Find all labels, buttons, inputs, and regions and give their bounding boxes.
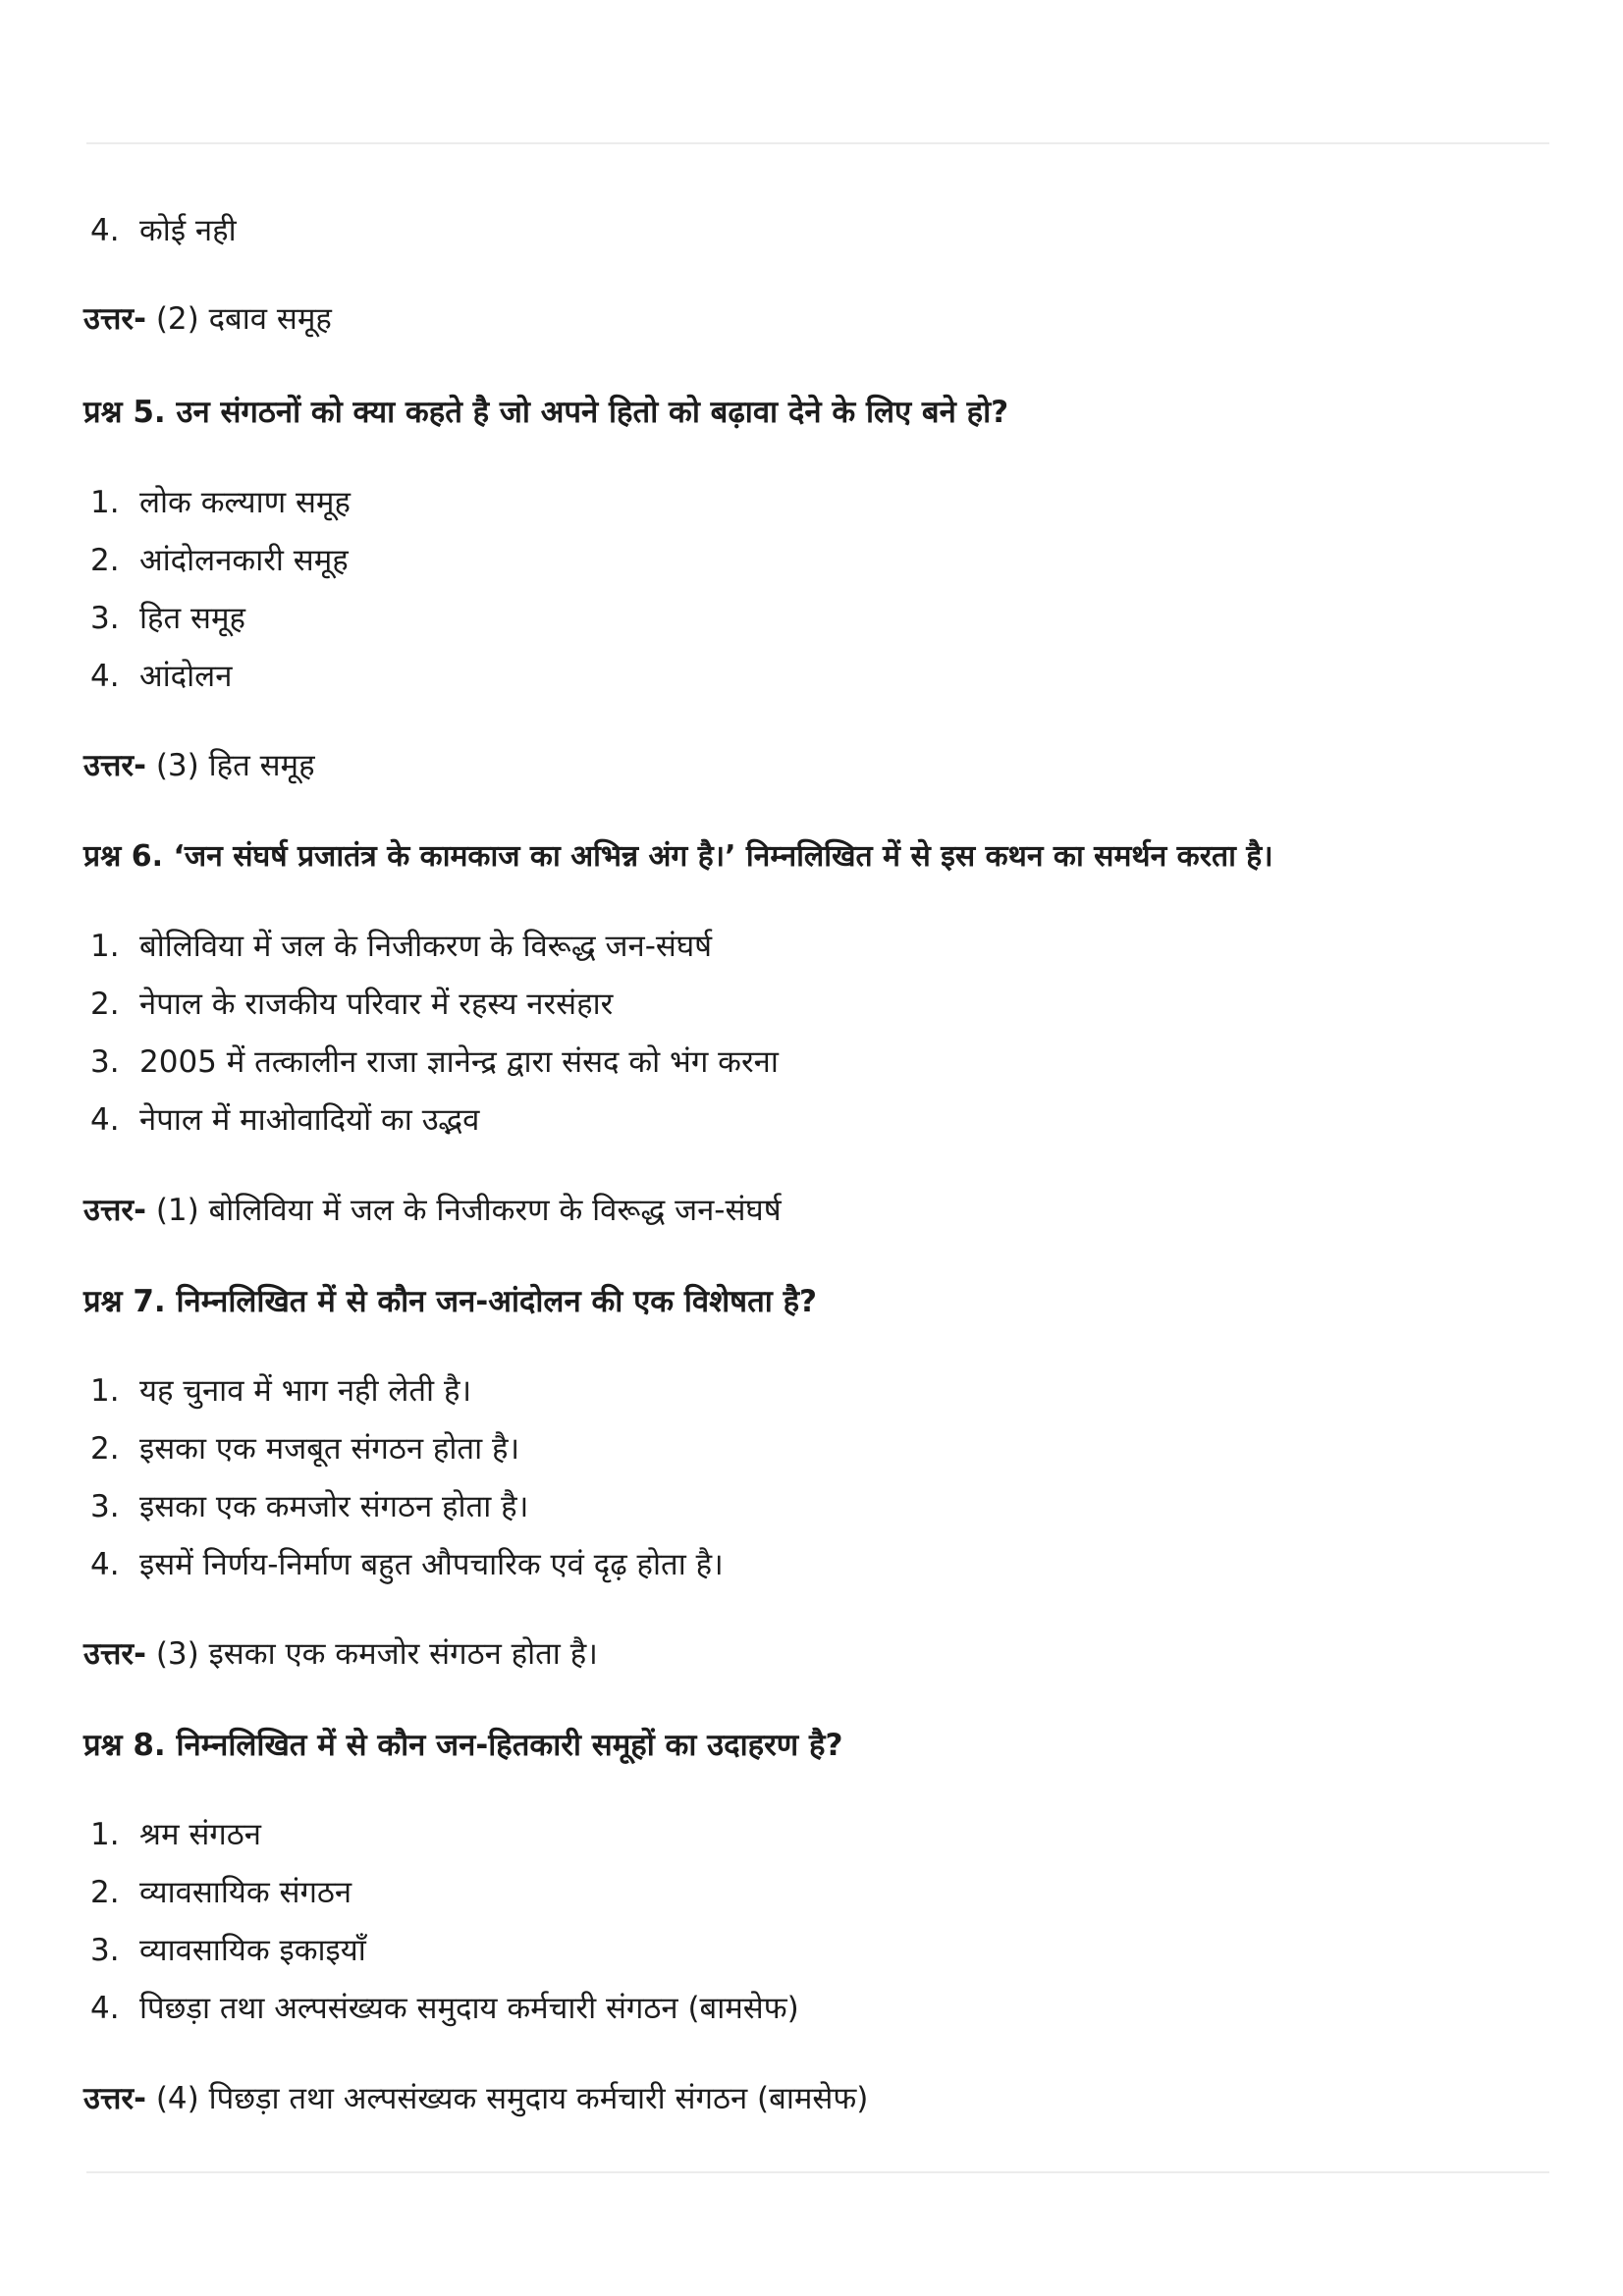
top-divider [86, 142, 1549, 144]
option-item [90, 1042, 779, 1082]
answer-line [83, 1191, 782, 1230]
option-number: 2. [90, 987, 120, 1022]
answer-text: (2) दबाव समूह [145, 301, 332, 337]
option-text: पिछड़ा तथा अल्पसंख्यक समुदाय कर्मचारी संगठन (बामसेफ) [139, 1991, 799, 2026]
option-item [90, 1429, 519, 1468]
option-text: 2005 में तत्कालीन राजा ज्ञानेन्द्र द्वारा संसद को भंग करना [139, 1044, 779, 1080]
answer-text: (3) इसका एक कमजोर संगठन होता है। [145, 1636, 598, 1672]
option-number: 2. [90, 543, 120, 578]
option-number: 4. [90, 1991, 120, 2026]
option-text: नेपाल में माओवादियों का उद्भव [139, 1102, 480, 1138]
option-number: 4. [90, 213, 120, 248]
option-text: कोई नही [139, 213, 237, 248]
option-text: आंदोलन [139, 659, 233, 694]
option-number: 1. [90, 1817, 120, 1852]
option-text: नेपाल के राजकीय परिवार में रहस्य नरसंहार [139, 987, 614, 1022]
answer-line [83, 1634, 598, 1674]
answer-line [83, 299, 332, 339]
question-heading: प्रश्न 7. निम्नलिखित में से कौन जन-आंदोलन की एक विशेषता है? [83, 1284, 818, 1319]
answer-text: (4) पिछड़ा तथा अल्पसंख्यक समुदाय कर्मचारी संगठन (बामसेफ) [145, 2081, 869, 2116]
option-number: 4. [90, 1547, 120, 1582]
option-text: श्रम संगठन [139, 1817, 261, 1852]
option-item [90, 1989, 799, 2028]
option-item [90, 1545, 724, 1584]
option-text: व्यावसायिक संगठन [139, 1875, 352, 1910]
answer-label: उत्तर- [83, 1193, 146, 1228]
option-number: 2. [90, 1431, 120, 1467]
option-item [90, 211, 237, 250]
option-item [90, 1931, 366, 1970]
answer-label: उत्तर- [83, 748, 146, 783]
option-item [90, 1815, 261, 1854]
question-heading: प्रश्न 6. ‘जन संघर्ष प्रजातंत्र के कामकाज का अभिन्न अंग है।’ निम्नलिखित में से इस कथन का समर्थन करता है। [83, 839, 1273, 874]
answer-text: (3) हित समूह [145, 748, 315, 783]
answer-label: उत्तर- [83, 2081, 146, 2116]
option-item [90, 1487, 528, 1526]
option-number: 1. [90, 929, 120, 964]
option-item [90, 985, 613, 1024]
option-number: 2. [90, 1875, 120, 1910]
option-item [90, 1371, 471, 1411]
option-text: आंदोलनकारी समूह [139, 543, 349, 578]
option-text: हित समूह [139, 601, 245, 636]
option-number: 4. [90, 659, 120, 694]
option-text: इसका एक मजबूत संगठन होता है। [139, 1431, 520, 1467]
option-number: 3. [90, 1044, 120, 1080]
option-number: 4. [90, 1102, 120, 1138]
question-heading: प्रश्न 8. निम्नलिखित में से कौन जन-हितकारी समूहों का उदाहरण है? [83, 1728, 843, 1763]
option-item [90, 1873, 352, 1912]
option-text: व्यावसायिक इकाइयाँ [139, 1933, 366, 1968]
option-number: 1. [90, 1373, 120, 1409]
option-item [90, 599, 245, 638]
option-item [90, 927, 712, 966]
option-item [90, 657, 232, 696]
option-item [90, 483, 351, 522]
option-text: बोलिविया में जल के निजीकरण के विरूद्ध जन-संघर्ष [139, 929, 713, 964]
option-text: यह चुनाव में भाग नही लेती है। [139, 1373, 472, 1409]
answer-label: उत्तर- [83, 301, 146, 337]
answer-line [83, 2079, 868, 2118]
option-number: 3. [90, 1489, 120, 1524]
option-text: इसका एक कमजोर संगठन होता है। [139, 1489, 529, 1524]
option-number: 1. [90, 485, 120, 520]
answer-text: (1) बोलिविया में जल के निजीकरण के विरूद्ध जन-संघर्ष [145, 1193, 782, 1228]
option-item [90, 1100, 479, 1140]
option-item [90, 541, 349, 580]
option-text: लोक कल्याण समूह [139, 485, 351, 520]
answer-line [83, 746, 315, 785]
option-text: इसमें निर्णय-निर्माण बहुत औपचारिक एवं दृढ़ होता है। [139, 1547, 724, 1582]
bottom-divider [86, 2171, 1549, 2173]
question-heading: प्रश्न 5. उन संगठनों को क्या कहते है जो अपने हितो को बढ़ावा देने के लिए बने हो? [83, 395, 1009, 430]
answer-label: उत्तर- [83, 1636, 146, 1672]
option-number: 3. [90, 601, 120, 636]
option-number: 3. [90, 1933, 120, 1968]
